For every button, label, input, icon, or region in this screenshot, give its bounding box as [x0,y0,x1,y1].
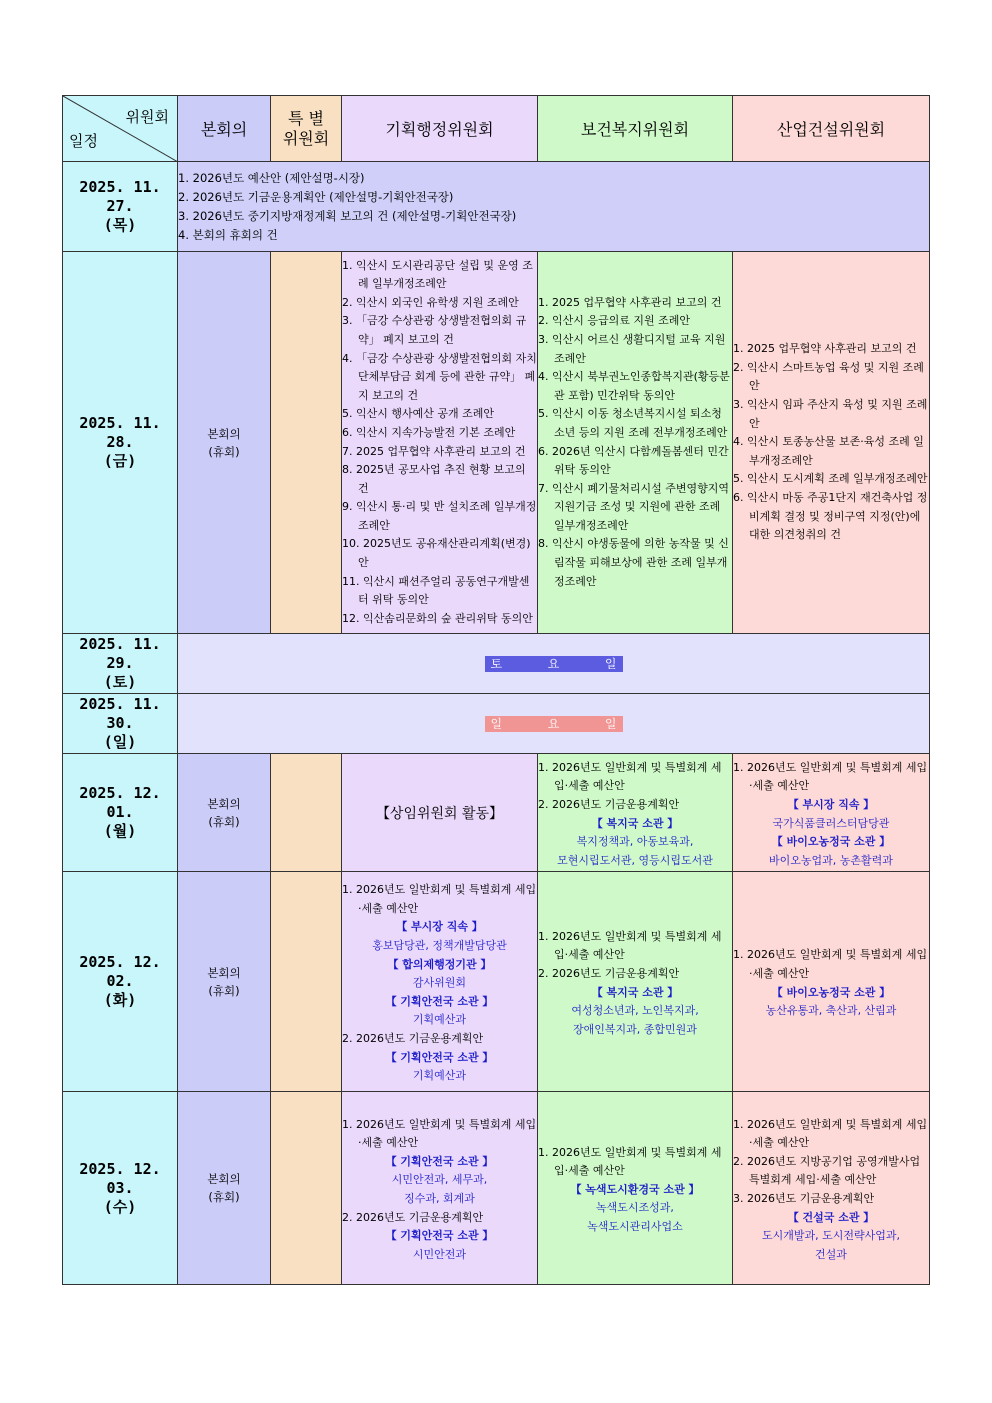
agenda-item: 11. 익산시 패션주얼리 공동연구개발센터 위탁 동의안 [342,574,530,607]
weekday-text: (화) [103,991,137,1009]
date-cell [63,634,178,694]
date-axis-label: 일정 [69,132,98,150]
header-row [63,96,930,162]
date-cell [63,1092,178,1285]
industry-agenda [733,252,930,634]
department-group-label: 【 기획안전국 소관 】 [385,994,494,1008]
agenda-item: 1. 2026년도 일반회계 및 특별회계 세입·세출 예산안 [733,760,928,793]
welfare-agenda [538,872,733,1092]
agenda-item: 10. 2025년도 공유재산관리계획(변경)안 [342,537,531,570]
welfare-agenda [538,754,733,872]
department-group-label: 【 기획안전국 소관 】 [385,1050,494,1064]
industry-agenda [733,1092,930,1285]
date-text: 2025. 11. 29. [79,635,161,672]
plenary-item: 4. 본회의 휴회의 건 [178,227,278,242]
special-committee-cell [271,754,342,872]
agenda-item: 2. 2026년도 기금운용계획안 [538,966,680,980]
agenda-item: 3. 익산시 임파 주산지 육성 및 지원 조례안 [733,398,928,430]
row-2025-11-30 [63,694,930,754]
agenda-item: 1. 2026년도 일반회계 및 특별회계 세입·세출 예산안 [733,1117,928,1150]
department-list: 시민안전과 [412,1247,467,1261]
agenda-item: 1. 2026년도 일반회계 및 특별회계 세입·세출 예산안 [538,929,722,962]
row-2025-12-02 [63,872,930,1092]
agenda-item: 5. 익산시 도시계획 조례 일부개정조례안 [733,472,928,486]
date-text: 2025. 11. 28. [79,414,161,451]
header-welfare-committee: 보건복지위원회 [538,96,733,162]
agenda-item: 4. 「금강 수상관광 상생발전협의회 자치단체부담금 회계 등에 관한 규약」 폐지 보고의 건 [342,351,537,402]
department-list: 모현시립도서관, 영등시립도서관 [557,853,713,867]
date-text: 2025. 12. 02. [79,953,161,990]
agenda-item: 6. 익산시 마동 주공1단지 재건축사업 정비계획 결정 및 정비구역 지정(안)에 대한 의견청취의 건 [733,490,928,542]
department-list: 홍보담당관, 정책개발담당관 [372,939,507,953]
weekend-cell [178,694,930,754]
weekday-text: (일) [103,733,137,751]
agenda-item: 2. 2026년도 기금운용계획안 [342,1031,484,1045]
department-list: 국가식품클러스터담당관 [772,816,890,830]
agenda-item: 6. 익산시 지속가능발전 기본 조례안 [342,425,516,439]
sunday-label: 일 요 일 [485,716,623,732]
department-list: 도시개발과, 도시전략사업과, [761,1229,900,1243]
department-list: 복지정책과, 아동보육과, [576,835,694,849]
date-cell [63,754,178,872]
department-list: 녹색도시조성과, [596,1201,674,1215]
row-2025-12-03 [63,1092,930,1285]
weekend-cell [178,634,930,694]
agenda-item: 1. 익산시 도시관리공단 설립 및 운영 조례 일부개정조례안 [342,258,533,291]
planning-agenda [342,252,538,634]
agenda-item: 8. 2025년 공모사업 추진 현황 보고의 건 [342,463,526,495]
industry-agenda [733,754,930,872]
committee-axis-label: 위원회 [125,108,169,126]
department-list: 징수과, 회계과 [404,1192,475,1205]
plenary-item: 1. 2026년도 예산안 (제안설명-시장) [178,170,365,185]
weekday-text: (수) [103,1197,137,1216]
date-cell [63,694,178,754]
row-2025-11-28 [63,252,930,634]
plenary-status: 본회의 (휴회) [178,1092,271,1285]
department-group-label: 【 바이오농정국 소관 】 [771,835,891,849]
planning-agenda [342,872,538,1092]
special-committee-cell [271,252,342,634]
department-list: 바이오농업과, 농촌활력과 [769,853,893,867]
header-plenary: 본회의 [178,96,271,162]
department-list: 장애인복지과, 종합민원과 [573,1022,697,1036]
date-text: 2025. 12. 01. [79,784,161,821]
weekday-text: (월) [103,822,137,840]
agenda-item: 2. 익산시 외국인 유학생 지원 조례안 [342,295,519,309]
agenda-item: 2. 2026년도 기금운용계획안 [538,797,680,811]
agenda-item: 1. 2026년도 일반회계 및 특별회계 세입·세출 예산안 [733,948,928,980]
department-list: 여성청소년과, 노인복지과, [571,1004,699,1018]
agenda-item: 1. 2025 업무협약 사후관리 보고의 건 [538,295,722,309]
weekday-text: (목) [103,216,137,234]
standing-committee-activity: 【상임위원회 활동】 [342,754,538,872]
row-2025-11-27 [63,162,930,252]
department-group-label: 【 건설국 소관 】 [787,1210,875,1224]
department-list: 건설과 [815,1247,847,1261]
planning-agenda [342,1092,538,1285]
department-group-label: 【 부시장 직속 】 [396,920,483,934]
department-group-label: 【 바이오농정국 소관 】 [771,985,891,999]
agenda-item: 6. 2026년 익산시 다함께돌봄센터 민간위탁 동의안 [538,444,729,477]
agenda-item: 8. 익산시 야생동물에 의한 농작물 및 신림작물 피해보상에 관한 조례 일부개정조례안 [538,537,729,588]
plenary-item: 3. 2026년도 중기지방재정계획 보고의 건 (제안설명-기획안전국장) [178,208,517,223]
agenda-item: 5. 익산시 행사예산 공개 조례안 [342,407,494,421]
date-text: 2025. 11. 30. [79,695,161,732]
department-group-label: 【 기획안전국 소관 】 [385,1229,494,1243]
department-list: 녹색도시관리사업소 [587,1219,683,1233]
header-industry-committee: 산업건설위원회 [733,96,930,162]
plenary-status: 본회의 (휴회) [178,252,271,634]
department-list: 감사위원회 [412,976,467,990]
agenda-item: 2. 2026년도 지방공기업 공영개발사업 특별회계 세입·세출 예산안 [733,1154,921,1187]
department-list: 기획예산과 [412,1013,467,1027]
welfare-agenda [538,1092,733,1285]
agenda-item: 3. 「금강 수상관광 상생발전협의회 규약」 폐지 보고의 건 [342,314,527,346]
weekday-text: (금) [103,452,137,470]
agenda-item: 1. 2026년도 일반회계 및 특별회계 세입·세출 예산안 [538,1145,722,1178]
welfare-agenda [538,252,733,634]
corner-header-cell [63,96,178,162]
saturday-label: 토 요 일 [485,656,623,672]
date-cell [63,872,178,1092]
agenda-item: 1. 2025 업무협약 사후관리 보고의 건 [733,342,917,356]
agenda-item: 12. 익산솜리문화의 숲 관리위탁 동의안 [342,611,533,625]
special-committee-cell [271,872,342,1092]
header-special-committee: 특 별 위원회 [271,96,342,162]
agenda-item: 1. 2026년도 일반회계 및 특별회계 세입·세출 예산안 [342,883,537,915]
agenda-item: 4. 익산시 토종농산물 보존·육성 조례 일부개정조례안 [733,435,924,467]
date-cell [63,162,178,252]
plenary-agenda [178,162,930,252]
department-group-label: 【 복지국 소관 】 [591,985,679,999]
agenda-item: 4. 익산시 북부권노인종합복지관(황등분관 포함) 민간위탁 동의안 [538,370,730,402]
header-planning-committee: 기획행정위원회 [342,96,538,162]
agenda-item: 2. 익산시 응급의료 지원 조례안 [538,314,690,328]
special-committee-cell [271,1092,342,1285]
agenda-item: 1. 2026년도 일반회계 및 특별회계 세입·세출 예산안 [342,1117,537,1150]
agenda-item: 9. 익산시 통·리 및 반 설치조례 일부개정조례안 [342,500,537,532]
agenda-item: 7. 2025 업무협약 사후관리 보고의 건 [342,444,526,458]
schedule-table [62,95,930,1285]
industry-agenda [733,872,930,1092]
agenda-item: 2. 2026년도 기금운용계획안 [342,1210,484,1224]
weekday-text: (토) [103,673,137,691]
department-list: 농산유통과, 축산과, 산림과 [765,1004,897,1018]
agenda-item: 5. 익산시 이동 청소년복지시설 퇴소청소년 등의 지원 조례 전부개정조례안 [538,407,728,439]
plenary-status: 본회의 (휴회) [178,872,271,1092]
date-cell [63,252,178,634]
agenda-item: 3. 익산시 어르신 생활디지털 교육 지원 조례안 [538,332,726,365]
agenda-item: 3. 2026년도 기금운용계획안 [733,1192,875,1205]
row-2025-11-29 [63,634,930,694]
date-text: 2025. 11. 27. [79,178,161,215]
agenda-item: 7. 익산시 폐기물처리시설 주변영향지역 지원기금 조성 및 지원에 관한 조례 일부개정조례안 [538,481,729,532]
department-group-label: 【 복지국 소관 】 [591,816,679,830]
plenary-item: 2. 2026년도 기금운용계획안 (제안설명-기획안전국장) [178,189,454,204]
agenda-item: 1. 2026년도 일반회계 및 특별회계 세입·세출 예산안 [538,760,722,793]
department-list: 시민안전과, 세무과, [391,1173,488,1187]
department-group-label: 【 부시장 직속 】 [787,797,875,811]
agenda-item: 2. 익산시 스마트농업 육성 및 지원 조례안 [733,360,924,393]
department-group-label: 【 합의제행정기관 】 [387,957,492,971]
department-group-label: 【 녹색도시환경국 소관 】 [570,1182,700,1196]
department-list: 기획예산과 [412,1069,467,1083]
row-2025-12-01 [63,754,930,872]
date-text: 2025. 12. 03. [79,1159,161,1197]
plenary-status: 본회의 (휴회) [178,754,271,872]
department-group-label: 【 기획안전국 소관 】 [385,1154,494,1168]
